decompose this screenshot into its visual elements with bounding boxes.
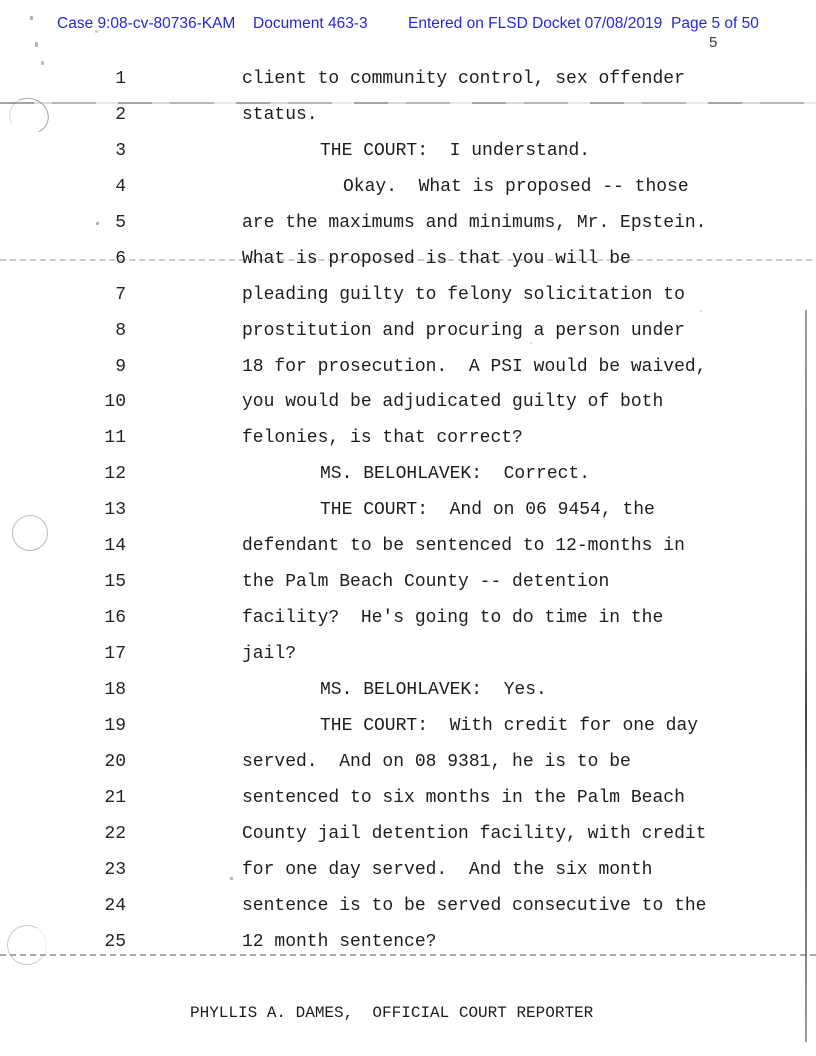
transcript-lines <box>0 68 816 966</box>
line-text: Okay. What is proposed -- those <box>343 176 689 197</box>
line-text: you would be adjudicated guilty of both <box>242 392 664 413</box>
line-number: 24 <box>104 895 126 916</box>
line-text: the Palm Beach County -- detention <box>242 572 610 593</box>
line-number: 23 <box>104 859 126 880</box>
case-number-stamp: Case 9:08-cv-80736-KAM <box>57 15 236 32</box>
court-reporter-line: PHYLLIS A. DAMES, OFFICIAL COURT REPORTER <box>190 1004 594 1022</box>
docket-entry-stamp: Entered on FLSD Docket 07/08/2019 <box>408 15 663 32</box>
line-number: 1 <box>115 69 126 89</box>
line-text: County jail detention facility, with credit <box>242 823 707 844</box>
line-text: MS. BELOHLAVEK: Yes. <box>320 679 547 700</box>
transcript-line <box>0 679 816 715</box>
document-number-stamp: Document 463-3 <box>253 15 368 32</box>
transcript-line <box>0 535 816 571</box>
line-number: 22 <box>104 823 126 844</box>
transcript-line <box>0 176 816 212</box>
line-text: are the maximums and minimums, Mr. Epstein. <box>242 212 707 233</box>
line-number: 25 <box>104 931 126 952</box>
line-text: What is proposed is that you will be <box>242 248 631 269</box>
line-number: 4 <box>115 176 126 197</box>
line-text: THE COURT: With credit for one day <box>320 715 699 736</box>
line-number: 3 <box>115 140 126 161</box>
transcript-line <box>0 859 816 895</box>
transcript-line <box>0 931 816 967</box>
line-text: THE COURT: I understand. <box>320 140 591 161</box>
line-number: 10 <box>104 392 126 413</box>
line-text: 12 month sentence? <box>242 931 437 952</box>
line-text: jail? <box>242 644 297 664</box>
line-text: defendant to be sentenced to 12-months in <box>242 536 685 557</box>
line-number: 8 <box>115 320 126 341</box>
scan-speckle <box>41 61 44 65</box>
scan-speckle <box>95 30 98 33</box>
line-number: 11 <box>104 428 126 449</box>
line-number: 18 <box>104 679 126 700</box>
transcript-line <box>0 140 816 176</box>
transcript-line <box>0 68 816 104</box>
line-text: pleading guilty to felony solicitation to <box>242 284 685 305</box>
line-text: 18 for prosecution. A PSI would be waived, <box>242 356 707 377</box>
transcript-line <box>0 320 816 356</box>
line-text: status. <box>242 104 318 125</box>
transcript-line <box>0 427 816 463</box>
line-number: 5 <box>115 212 126 233</box>
line-text: prostitution and procuring a person under <box>242 320 685 341</box>
line-number: 14 <box>104 536 126 557</box>
transcript-line <box>0 248 816 284</box>
line-number: 2 <box>115 104 126 125</box>
transcript-line <box>0 356 816 392</box>
line-text: felonies, is that correct? <box>242 428 523 449</box>
line-number: 6 <box>115 248 126 269</box>
transcript-line <box>0 571 816 607</box>
line-number: 21 <box>104 787 126 808</box>
scan-speckle <box>35 42 38 47</box>
line-number: 16 <box>104 608 126 629</box>
transcript-line <box>0 607 816 643</box>
transcript-line <box>0 823 816 859</box>
transcript-line <box>0 212 816 248</box>
line-text: served. And on 08 9381, he is to be <box>242 751 631 772</box>
scan-speckle <box>30 16 33 20</box>
transcript-line <box>0 284 816 320</box>
page-of-stamp: Page 5 of 50 <box>671 15 759 32</box>
transcript-line <box>0 715 816 751</box>
transcript-line <box>0 643 816 679</box>
line-number: 17 <box>104 644 126 664</box>
line-number: 20 <box>104 751 126 772</box>
transcript-line <box>0 104 816 140</box>
transcript-line <box>0 391 816 427</box>
transcript-line <box>0 895 816 931</box>
line-number: 15 <box>104 572 126 593</box>
line-text: facility? He's going to do time in the <box>242 608 664 629</box>
line-number: 19 <box>104 715 126 736</box>
page-number: 5 <box>709 34 718 51</box>
transcript-line <box>0 499 816 535</box>
line-text: MS. BELOHLAVEK: Correct. <box>320 464 591 485</box>
transcript-line <box>0 751 816 787</box>
line-number: 12 <box>104 464 126 485</box>
line-text: sentenced to six months in the Palm Beach <box>242 787 685 808</box>
line-number: 13 <box>104 500 126 521</box>
line-text: client to community control, sex offender <box>242 69 685 89</box>
transcript-line <box>0 787 816 823</box>
line-text: sentence is to be served consecutive to the <box>242 895 707 916</box>
line-number: 7 <box>115 284 126 305</box>
line-text: for one day served. And the six month <box>242 859 653 880</box>
line-text: THE COURT: And on 06 9454, the <box>320 500 655 521</box>
transcript-line <box>0 463 816 499</box>
line-number: 9 <box>115 356 126 377</box>
